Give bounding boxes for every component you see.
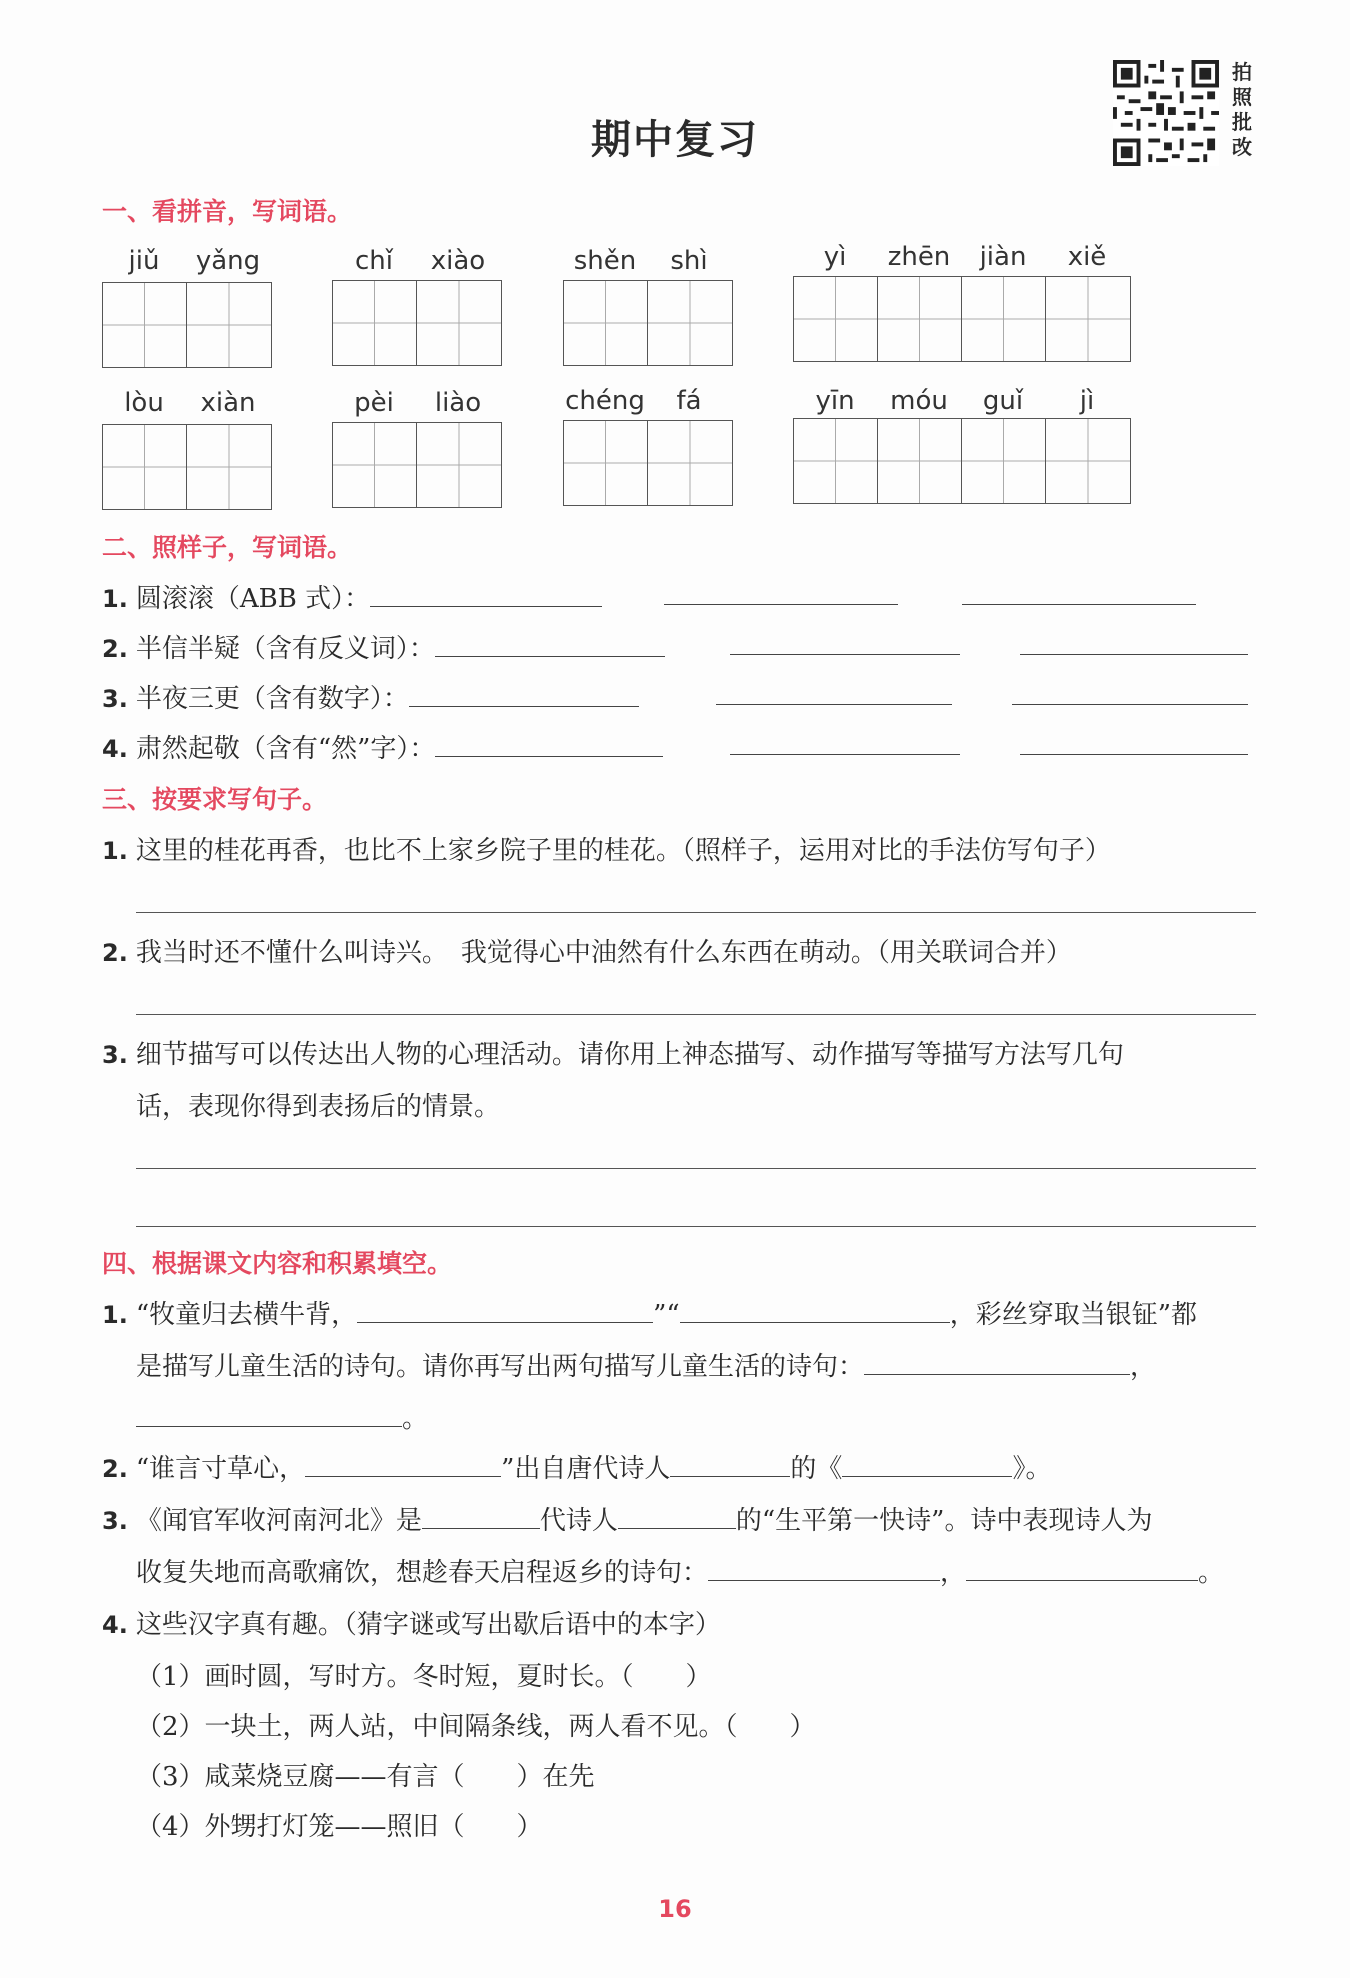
- answer-blank[interactable]: [422, 1506, 540, 1529]
- pinyin: lòu: [124, 388, 164, 418]
- writing-grid[interactable]: [332, 422, 502, 508]
- qr-code-icon[interactable]: [1112, 60, 1220, 166]
- question-continuation: 话，表现你得到表扬后的情景。: [136, 1092, 501, 1122]
- answer-blank[interactable]: [1020, 632, 1248, 655]
- sub-question: （3）咸菜烧豆腐——有言（ ）在先: [136, 1762, 595, 1792]
- pinyin: fá: [676, 386, 702, 416]
- answer-blank[interactable]: [435, 734, 663, 757]
- question-row: 3. 细节描写可以传达出人物的心理活动。请你用上神态描写、动作描写等描写方法写几句: [102, 1040, 1124, 1070]
- answer-blank[interactable]: [409, 684, 639, 707]
- question-row: 2. “谁言寸草心， ”出自唐代诗人 的《 》。: [102, 1454, 1052, 1484]
- pinyin: jì: [1079, 386, 1095, 416]
- pinyin: yīn: [815, 386, 855, 416]
- pinyin: chǐ: [355, 246, 393, 276]
- page-title: 期中复习: [591, 116, 759, 163]
- pinyin: shì: [670, 246, 708, 276]
- answer-blank[interactable]: [1012, 682, 1248, 705]
- answer-blank[interactable]: [730, 632, 960, 655]
- writing-grid[interactable]: [563, 280, 733, 366]
- pinyin: jiàn: [979, 242, 1027, 272]
- pinyin: xiào: [430, 246, 486, 276]
- answer-blank[interactable]: [670, 1454, 790, 1477]
- pinyin: yì: [823, 242, 847, 272]
- pinyin: pèi: [354, 388, 394, 418]
- question-continuation: 收复失地而高歌痛饮，想趁春天启程返乡的诗句： ， 。: [136, 1558, 1225, 1588]
- writing-grid[interactable]: [102, 424, 272, 510]
- question-row: 1. 这里的桂花再香，也比不上家乡院子里的桂花。（照样子，运用对比的手法仿写句子）: [102, 836, 1111, 866]
- answer-blank[interactable]: [716, 682, 952, 705]
- question-row: 4. 这些汉字真有趣。（猜字谜或写出歇后语中的本字）: [102, 1610, 721, 1640]
- question-row: 1. 圆滚滚（ABB 式）：: [102, 578, 602, 615]
- writing-grid[interactable]: [563, 420, 733, 506]
- pinyin: zhēn: [887, 242, 951, 272]
- answer-blank[interactable]: [842, 1454, 1012, 1477]
- pinyin: guǐ: [982, 386, 1024, 416]
- question-continuation: 是描写儿童生活的诗句。请你再写出两句描写儿童生活的诗句： ，: [136, 1352, 1157, 1382]
- writing-grid[interactable]: [793, 418, 1131, 504]
- answer-blank[interactable]: [370, 584, 602, 607]
- question-row: 4. 肃然起敬（含有“然”字）：: [102, 728, 663, 765]
- answer-blank[interactable]: [962, 582, 1196, 605]
- writing-grid[interactable]: [102, 282, 272, 368]
- answer-blank[interactable]: [136, 1404, 402, 1427]
- pinyin: liào: [434, 388, 482, 418]
- section-heading-4: 四、根据课文内容和积累填空。: [102, 1249, 453, 1278]
- answer-blank[interactable]: [305, 1454, 501, 1477]
- pinyin: jiǔ: [128, 246, 160, 276]
- sub-question: （1）画时圆，写时方。冬时短，夏时长。（ ）: [136, 1662, 712, 1692]
- answer-blank[interactable]: [680, 1300, 950, 1323]
- answer-line[interactable]: [136, 912, 1256, 913]
- pinyin: yǎng: [195, 246, 261, 276]
- pinyin: móu: [890, 386, 948, 416]
- question-row: 1. “牧童归去横牛背， ”“ ，彩丝穿取当银钲”都: [102, 1300, 1198, 1330]
- question-row: 2. 我当时还不懂什么叫诗兴。 我觉得心中油然有什么东西在萌动。（用关联词合并）: [102, 938, 1072, 968]
- answer-line[interactable]: [136, 1014, 1256, 1015]
- answer-blank[interactable]: [618, 1506, 736, 1529]
- answer-blank[interactable]: [730, 732, 960, 755]
- qr-caption: 拍 照 批 改: [1232, 60, 1252, 159]
- section-heading-2: 二、照样子，写词语。: [102, 533, 353, 562]
- answer-blank[interactable]: [864, 1352, 1130, 1375]
- sub-question: （4）外甥打灯笼——照旧（ ）: [136, 1812, 543, 1842]
- answer-blank[interactable]: [435, 634, 665, 657]
- question-row: 3. 半夜三更（含有数字）：: [102, 678, 639, 715]
- answer-line[interactable]: [136, 1226, 1256, 1227]
- answer-blank[interactable]: [708, 1558, 940, 1581]
- answer-blank[interactable]: [664, 582, 898, 605]
- question-row: 3. 《闻官军收河南河北》是 代诗人 的“生平第一快诗”。诗中表现诗人为: [102, 1506, 1153, 1536]
- question-continuation: 。: [136, 1398, 428, 1435]
- section-heading-1: 一、看拼音，写词语。: [102, 197, 353, 226]
- answer-blank[interactable]: [966, 1558, 1198, 1581]
- page-number: 16: [658, 1895, 692, 1923]
- answer-line[interactable]: [136, 1168, 1256, 1169]
- sub-question: （2）一块土，两人站，中间隔条线，两人看不见。（ ）: [136, 1712, 816, 1742]
- section-heading-3: 三、按要求写句子。: [102, 785, 328, 814]
- pinyin: chéng: [565, 386, 645, 416]
- question-row: 2. 半信半疑（含有反义词）：: [102, 628, 665, 665]
- answer-blank[interactable]: [1020, 732, 1248, 755]
- pinyin: shěn: [573, 246, 637, 276]
- writing-grid[interactable]: [793, 276, 1131, 362]
- pinyin: xiě: [1067, 242, 1107, 272]
- pinyin: xiàn: [200, 388, 256, 418]
- writing-grid[interactable]: [332, 280, 502, 366]
- answer-blank[interactable]: [357, 1300, 653, 1323]
